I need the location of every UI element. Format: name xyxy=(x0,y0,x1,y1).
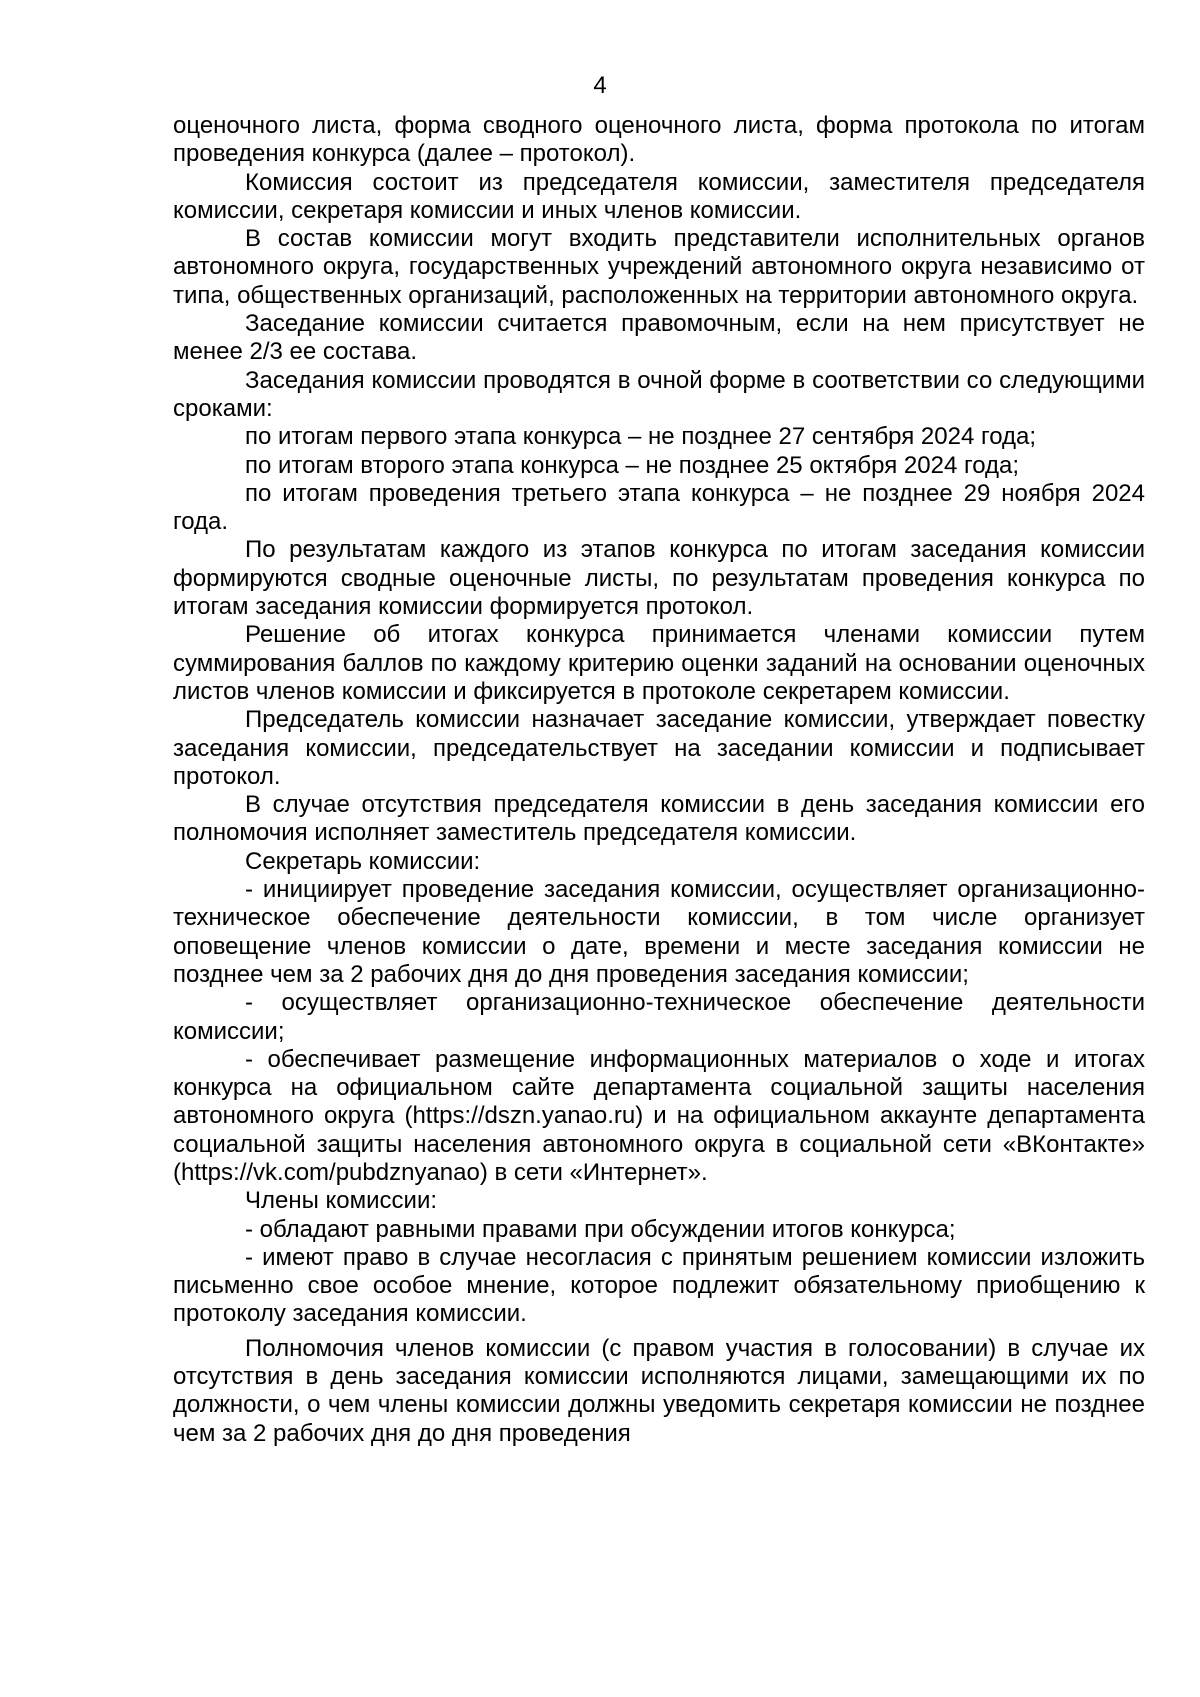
member-right-item: - имеют право в случае несогласия с принятым решением комиссии изложить письменно свое особое мнение, которое подлежит обязательному приобщению к протоколу заседания комиссии. xyxy=(173,1243,1145,1328)
paragraph: В состав комиссии могут входить представители исполнительных органов автономного округа, государственных учреждений автономного округа независимо от типа, общественных организаций, расположенных на территории автономного округа. xyxy=(173,225,1145,309)
secretary-duty-item: - осуществляет организационно-техническое обеспечение деятельности комиссии; xyxy=(173,989,1145,1045)
paragraph: Полномочия членов комиссии (с правом участия в голосовании) в случае их отсутствия в день заседания комиссии исполняются лицами, замещающими их по должности, о чем члены комиссии должны уведомить секретаря комиссии не позднее чем за 2 рабочих дня до дня проведения xyxy=(173,1334,1145,1447)
secretary-duty-item: - инициирует проведение заседания комиссии, осуществляет организационно-техническое обеспечение деятельности комиссии, в том числе организует оповещение членов комиссии о дате, времени и месте заседания комиссии не позднее чем за 2 рабочих дня до дня проведения заседания комиссии; xyxy=(173,876,1145,988)
paragraph: оценочного листа, форма сводного оценочного листа, форма протокола по итогам проведения конкурса (далее – протокол). xyxy=(173,112,1145,168)
member-right-item: - обладают равными правами при обсуждении итогов конкурса; xyxy=(245,1215,956,1243)
page-number: 4 xyxy=(593,72,607,99)
paragraph: В случае отсутствия председателя комиссии в день заседания комиссии его полномочия исполняет заместитель председателя комиссии. xyxy=(173,791,1145,847)
secretary-duty-item: - обеспечивает размещение информационных материалов о ходе и итогах конкурса на официальном сайте департамента социальной защиты населения автономного округа (https://dszn.yanao.ru) и на официальном аккаунте департамента социальной защиты населения автономного округа в социальной сети «ВКонтакте» (https://vk.com/pubdznyanao) в сети «Интернет». xyxy=(173,1045,1145,1186)
deadline-item: по итогам первого этапа конкурса – не позднее 27 сентября 2024 года; xyxy=(245,423,1037,451)
paragraph: По результатам каждого из этапов конкурса по итогам заседания комиссии формируются сводные оценочные листы, по результатам проведения конкурса по итогам заседания комиссии формируется протокол. xyxy=(173,536,1145,621)
paragraph: Комиссия состоит из председателя комиссии, заместителя председателя комиссии, секретаря комиссии и иных членов комиссии. xyxy=(173,168,1145,224)
deadline-item: по итогам второго этапа конкурса – не позднее 25 октября 2024 года; xyxy=(245,451,1020,479)
paragraph: Заседания комиссии проводятся в очной форме в соответствии со следующими сроками: xyxy=(173,366,1145,422)
paragraph: Члены комиссии: xyxy=(245,1187,438,1215)
paragraph: Секретарь комиссии: xyxy=(245,847,481,875)
paragraph: Заседание комиссии считается правомочным, если на нем присутствует не менее 2/3 ее состава. xyxy=(173,310,1145,366)
paragraph: Председатель комиссии назначает заседание комиссии, утверждает повестку заседания комиссии, председательствует на заседании комиссии и подписывает протокол. xyxy=(173,706,1145,790)
deadline-item: по итогам проведения третьего этапа конкурса – не позднее 29 ноября 2024 года. xyxy=(173,479,1145,536)
paragraph: Решение об итогах конкурса принимается членами комиссии путем суммирования баллов по каждому критерию оценки заданий на основании оценочных листов членов комиссии и фиксируется в протоколе секретарем комиссии. xyxy=(173,621,1145,705)
document-body xyxy=(173,112,1145,1448)
